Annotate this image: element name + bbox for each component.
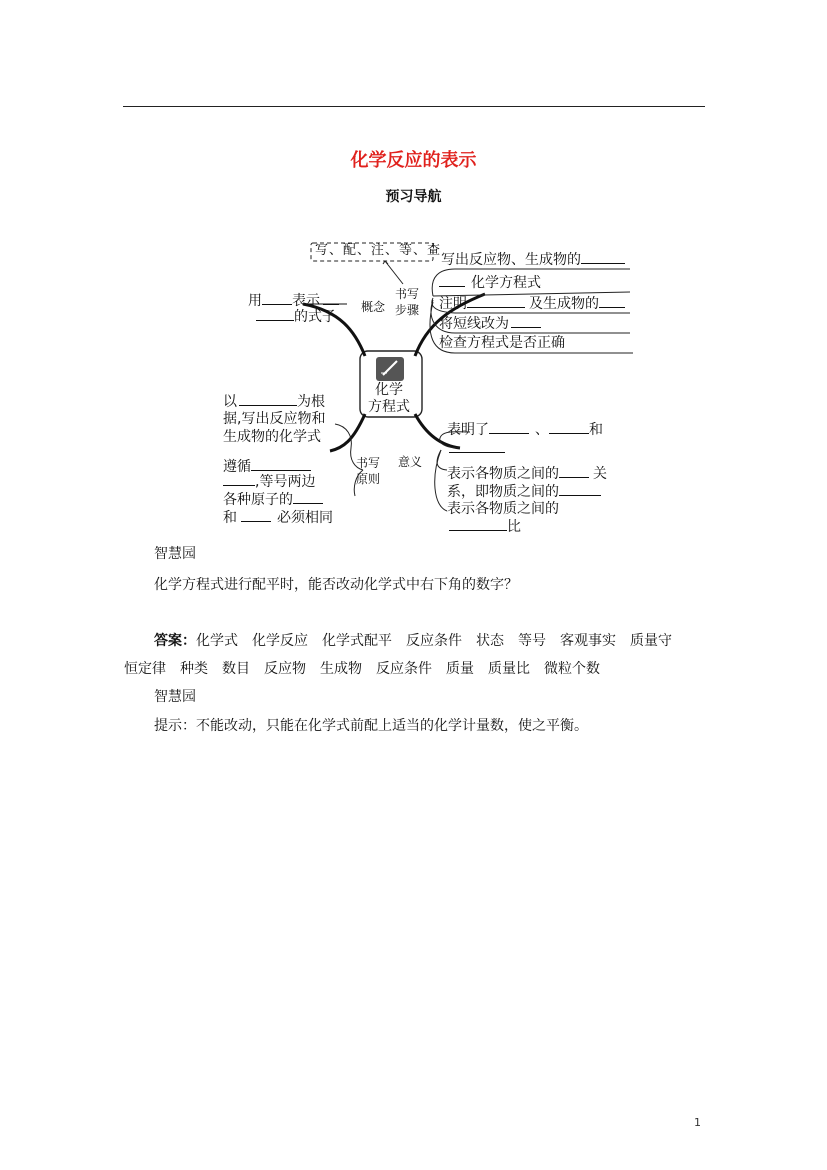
meaning-text-1c: 和: [589, 422, 603, 438]
meaning-line1: [447, 419, 603, 440]
answer-line1: [154, 631, 672, 651]
blank: [449, 516, 507, 531]
blank: [256, 306, 294, 321]
section-subtitle: 预习导航: [385, 189, 442, 205]
branch-meaning: 意义: [398, 455, 423, 469]
blank: [581, 249, 625, 264]
meaning-line4: 表示各物质之间的: [447, 501, 559, 517]
concept-line2: [256, 306, 336, 327]
header-rule: [123, 106, 705, 107]
principle1-text-a: 以: [223, 394, 237, 410]
center-node-label: [364, 382, 414, 416]
step-balance-text: 化学方程式: [471, 275, 541, 291]
step-balance: [439, 272, 541, 293]
meaning-text-3: 系，即物质之间的: [447, 484, 559, 500]
answer-line2: 恒定律 种类 数目 反应物 生成物 反应条件 质量 质量比 微粒个数: [124, 661, 600, 677]
page-number: 1: [694, 1116, 701, 1129]
blank: [323, 290, 339, 305]
hint-text: 提示：不能改动，只能在化学式前配上适当的化学计量数，使之平衡。: [154, 718, 588, 734]
blank: [559, 481, 601, 496]
branch-concept: 概念: [361, 300, 386, 314]
principle1-line2: 据,写出反应物和: [223, 411, 326, 427]
wisdom-label-2: 智慧园: [154, 689, 196, 705]
principle1-line3: 生成物的化学式: [223, 429, 321, 445]
wisdom-label-1: 智慧园: [154, 546, 196, 562]
answer-text-1: 化学式 化学反应 化学式配平 反应条件 状态 等号 客观事实 质量守: [196, 633, 672, 649]
step-note-text-b: 及生成物的: [529, 296, 599, 312]
step-equal: [439, 313, 541, 334]
branch-writing-steps: [395, 286, 419, 318]
meaning-line1-cont: [449, 438, 505, 459]
steps-summary-box: 写、配、注、等、查: [315, 243, 442, 258]
concept-text-b: 表示: [292, 293, 320, 309]
meaning-text-2b: 关: [593, 466, 607, 482]
meaning-text-2a: 表示各物质之间的: [447, 466, 559, 482]
step-equal-text: 将短线改为: [439, 316, 509, 332]
meaning-text-1a: 表明了: [447, 422, 489, 438]
meaning-text-5: 比: [507, 519, 521, 535]
question-text: 化学方程式进行配平时，能否改动化学式中右下角的数字？: [154, 577, 518, 593]
branch-principle-line1: 书写: [356, 456, 381, 470]
meaning-line5: [449, 516, 521, 537]
concept-text-a: 用: [248, 293, 262, 309]
blank: [223, 471, 255, 486]
answer-label: 答案：: [154, 633, 196, 649]
blank: [439, 272, 465, 287]
mind-map: [215, 236, 645, 541]
principle2-line4: [223, 507, 333, 528]
blank: [449, 438, 505, 453]
principle2-text-4b: 必须相同: [277, 510, 333, 526]
blank: [559, 463, 589, 478]
blank: [262, 290, 292, 305]
center-label-line2: 方程式: [368, 399, 410, 415]
meaning-text-1b: 、: [535, 422, 549, 438]
principle2-text-1: 遵循: [223, 459, 251, 475]
branch-steps-line1: 书写: [395, 287, 420, 301]
step-note: [439, 293, 625, 314]
branch-principle-line2: 原则: [356, 472, 381, 486]
concept-text-c: 的式子: [294, 309, 336, 325]
blank: [599, 293, 625, 308]
branch-writing-principle: [356, 455, 380, 487]
branch-steps-line2: 步骤: [395, 303, 420, 317]
principle2-text-2: ,等号两边: [255, 474, 316, 490]
blank: [549, 419, 589, 434]
blank: [241, 507, 271, 522]
blank: [467, 293, 525, 308]
center-label-line1: 化学: [375, 382, 403, 398]
principle2-text-4a: 和: [223, 510, 237, 526]
step-note-text-a: 注明: [439, 296, 467, 312]
principle2-text-3: 各种原子的: [223, 492, 293, 508]
step-check: 检查方程式是否正确: [439, 335, 565, 351]
page-title: 化学反应的表示: [350, 150, 477, 171]
blank: [293, 489, 323, 504]
blank: [251, 456, 311, 471]
step-write-text: 写出反应物、生成物的: [441, 252, 581, 268]
blank: [239, 391, 297, 406]
blank: [511, 313, 541, 328]
step-write: [441, 249, 625, 270]
principle1-text-b: 为根: [297, 394, 325, 410]
blank: [489, 419, 529, 434]
